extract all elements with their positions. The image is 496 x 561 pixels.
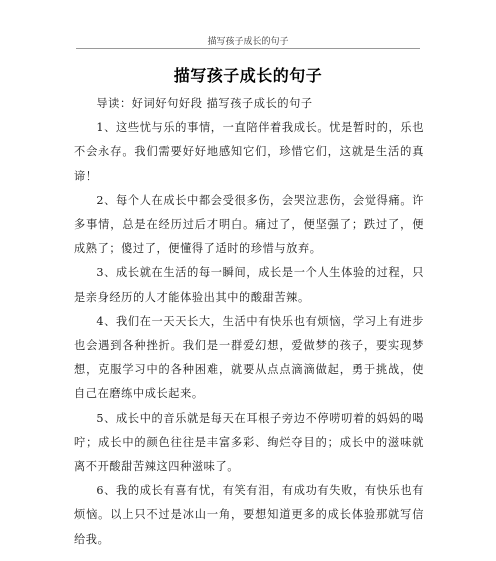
document-title: 描写孩子成长的句子: [173, 66, 323, 85]
document-body: [74, 92, 424, 552]
running-header: 描写孩子成长的句子: [207, 37, 289, 47]
paragraph-6: 6、我的成长有喜有忧，有笑有泪，有成功有失败，有快乐也有烦恼。以上只不过是冰山一角，要想知道更多的成长体验那就写信给我。: [74, 484, 424, 546]
intro-paragraph: 导读：好词好句好段 描写孩子成长的句子: [96, 97, 313, 110]
paragraph-4: 4、我们在一天天长大，生活中有快乐也有烦恼，学习上有进步也会遇到各种挫折。我们是一群爱幻想，爱做梦的孩子，要实现梦想，克服学习中的各种困难，就要从点点滴滴做起，勇于挑战，使自己在磨练中成长起来。: [74, 314, 424, 401]
paragraph-2: 2、每个人在成长中都会受很多伤，会哭泣悲伤，会觉得痛。许多事情，总是在经历过后才明白。痛过了，便坚强了；跌过了，便成熟了；傻过了，便懂得了适时的珍惜与放弃。: [74, 193, 424, 256]
paragraph-5: 5、成长中的音乐就是每天在耳根子旁边不停唠叨着的妈妈的喝咛；成长中的颜色往往是丰富多彩、绚烂夺目的；成长中的滋味就离不开酸甜苦辣这四种滋味了。: [74, 411, 424, 474]
paragraph-1: 1、这些忧与乐的事情，一直陪伴着我成长。忧是暂时的，乐也不会永存。我们需要好好地感知它们，珍惜它们，这就是生活的真谛！: [74, 121, 424, 183]
header-divider: [76, 48, 420, 49]
paragraph-3: 3、成长就在生活的每一瞬间，成长是一个人生体验的过程，只是亲身经历的人才能体验出其中的酸甜苦辣。: [74, 266, 424, 304]
